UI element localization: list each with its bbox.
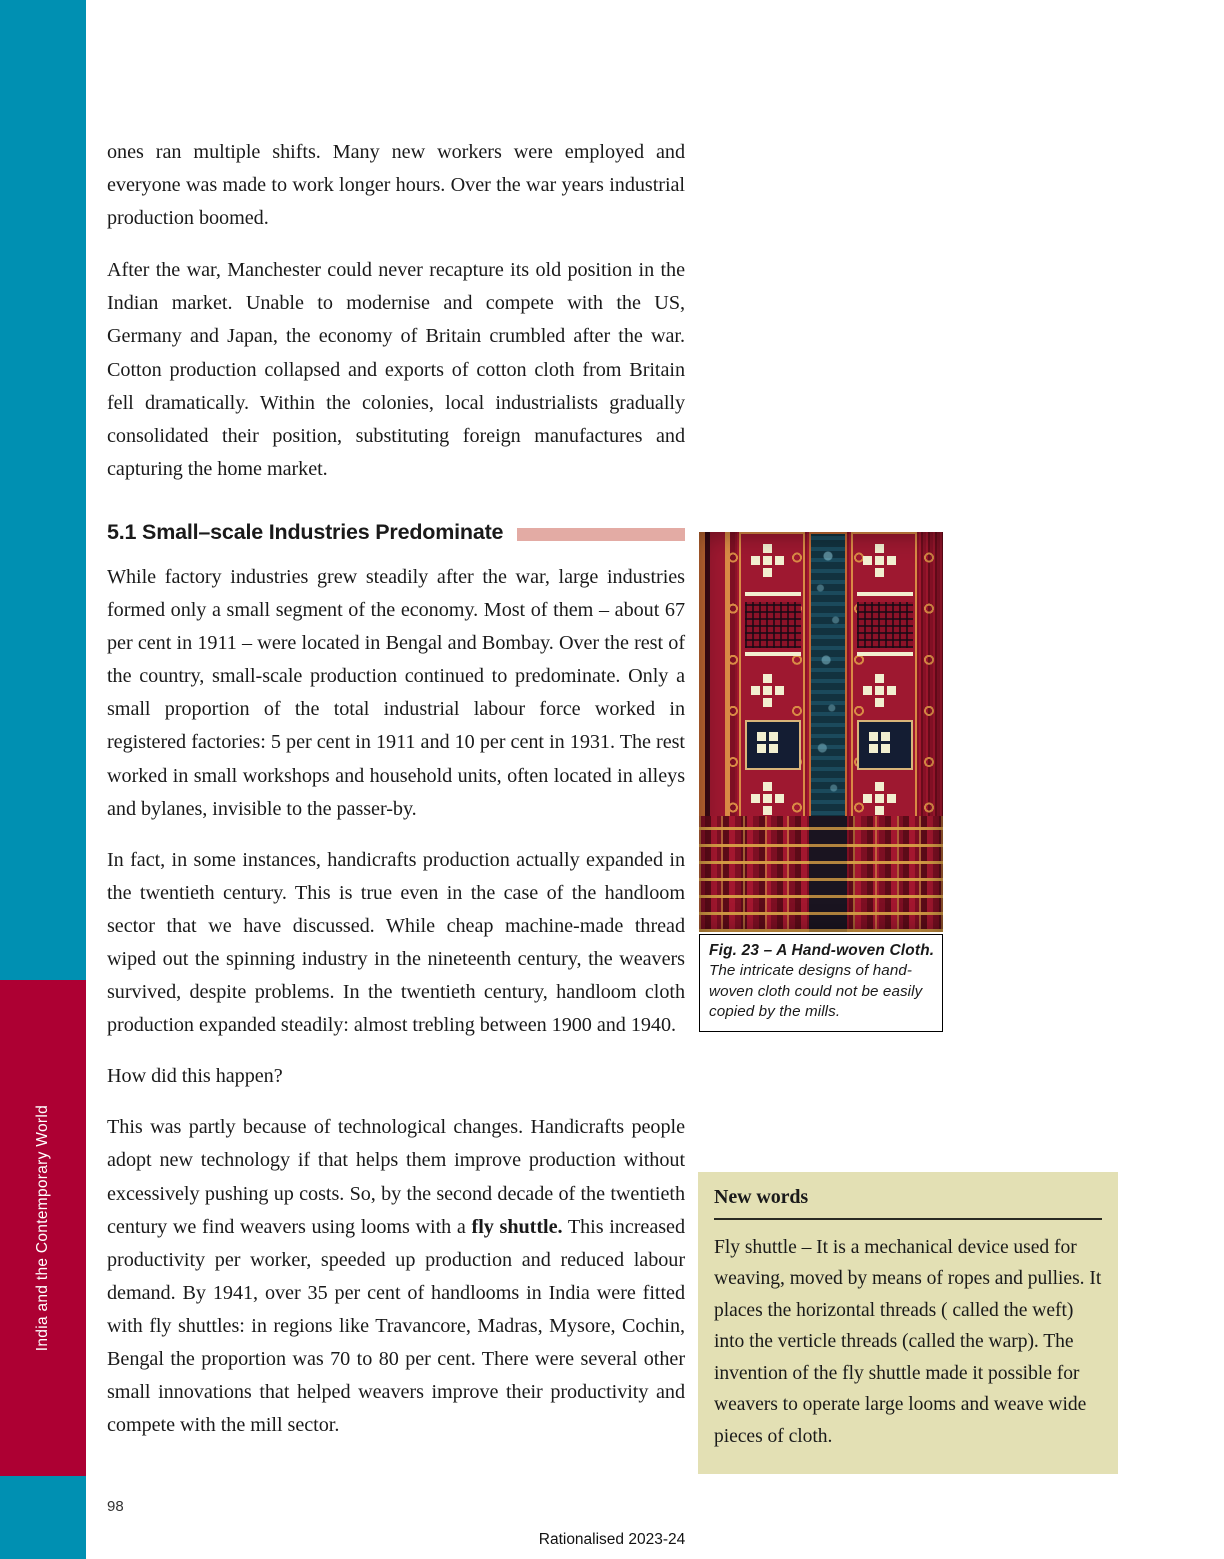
figure-caption-text: The intricate designs of hand-woven cloth could not be easily copied by the mills. xyxy=(709,962,923,1020)
figure-caption-title: Fig. 23 – A Hand-woven Cloth. xyxy=(709,942,935,959)
hand-woven-cloth-image xyxy=(699,532,943,932)
cloth-swirl-column-2 xyxy=(787,532,807,816)
cloth-motif-diamond-l3 xyxy=(757,732,778,753)
footer-note: Rationalised 2023-24 xyxy=(538,1531,686,1548)
cloth-motif-check-l1 xyxy=(745,602,801,648)
new-words-definition: Fly shuttle – It is a mechanical device used for weaving, moved by means of ropes and pullies. It places the horizontal threads ( called the weft) into the verticle threads (called the warp). The invention of the fly shuttle made it possible for weavers to operate large looms and weave wide pieces of cloth. xyxy=(714,1236,1102,1447)
cloth-motif-diamond-r4 xyxy=(863,782,896,815)
cloth-motif-diamond-r1 xyxy=(863,544,896,577)
paragraph-factory-industries: While factory industries grew steadily after the war, large industries formed only a small segment of the economy. Most of them – about 67 per cent in 1911 – were located in Bengal and Bombay. Over the rest of the country, small-scale production continued to predominate. Only a small proportion of the total industrial labour force worked in registered factories: 5 per cent in 1911 and 10 per cent in 1931. The rest worked in small workshops and household units, often located in alleys and bylanes, invisible to the passer-by. xyxy=(107,565,685,820)
book-title-vertical xyxy=(0,980,86,1476)
paragraph-intro: ones ran multiple shifts. Many new workers were employed and everyone was made to work longer hours. Over the war years industrial production boomed. xyxy=(107,141,685,230)
main-text-column xyxy=(107,136,685,1442)
paragraph-fly-shuttle-part-2: This increased productivity per worker, speeded up production and reduced labour demand. By 1941, over 35 per cent of handlooms in India were fitted with fly shuttles: in regions like Travancore, Madras, Mysore, Cochin, Bengal the proportion was 70 to 80 per cent. There were several other small innovations that helped weavers improve their productivity and compete with the mill sector. xyxy=(107,1215,685,1437)
paragraph-how-did-this-happen: How did this happen? xyxy=(107,1065,283,1088)
section-heading-label: 5.1 Small–scale Industries Predominate xyxy=(107,519,504,544)
cloth-motif-bar-l1 xyxy=(745,592,801,596)
cloth-motif-bar-r1 xyxy=(857,592,913,596)
cloth-motif-bar-r2 xyxy=(857,652,913,656)
new-words-box xyxy=(698,1172,1118,1474)
paragraph-fly-shuttle xyxy=(107,1111,685,1442)
cloth-motif-diamond-l2 xyxy=(751,674,784,707)
cloth-motif-diamond-r2 xyxy=(863,674,896,707)
cloth-bottom-center-band xyxy=(809,816,847,932)
cloth-motif-bar-l2 xyxy=(745,652,801,656)
cloth-motif-diamond-r3 xyxy=(869,732,890,753)
section-heading xyxy=(107,520,685,545)
book-title-text: India and the Contemporary World xyxy=(34,1104,51,1352)
cloth-swirl-column-4 xyxy=(919,532,939,816)
cloth-motif-diamond-l1 xyxy=(751,544,784,577)
section-heading-decorative-bar xyxy=(517,528,685,541)
figure-hand-woven-cloth xyxy=(699,532,943,1032)
cloth-motif-check-r1 xyxy=(857,602,913,648)
cloth-swirl-column-1 xyxy=(723,532,743,816)
figure-caption-box xyxy=(699,934,943,1032)
new-words-divider xyxy=(714,1218,1102,1220)
paragraph-handicrafts-expanded: In fact, in some instances, handicrafts production actually expanded in the twentieth century. This is true even in the case of the handloom sector that we have discussed. While cheap machine-made thread wiped out the spinning industry in the nineteenth century, the weavers survived, despite problems. In the twentieth century, handloom cloth production expanded steadily: almost trebling between 1900 and 1940. xyxy=(107,848,685,1037)
paragraph-after-the-war: After the war, Manchester could never recapture its old position in the Indian market. Unable to modernise and compete with the US, Germany and Japan, the economy of Britain crumbled after the war. Cotton production collapsed and exports of cotton cloth from Britain fell dramatically. Within the colonies, local industrialists gradually consolidated their position, substituting foreign manufactures and capturing the home market. xyxy=(107,259,685,480)
page-number: 98 xyxy=(107,1498,124,1515)
cloth-motif-diamond-l4 xyxy=(751,782,784,815)
paragraph-fly-shuttle-part-1: This was partly because of technological changes. Handicrafts people adopt new technology if that helps them improve production without excessively pushing up costs. So, by the second decade of the twentieth century we find weavers using looms with a xyxy=(107,1116,685,1238)
fly-shuttle-bold-term: fly shuttle. xyxy=(471,1215,563,1238)
new-words-heading: New words xyxy=(714,1186,809,1208)
